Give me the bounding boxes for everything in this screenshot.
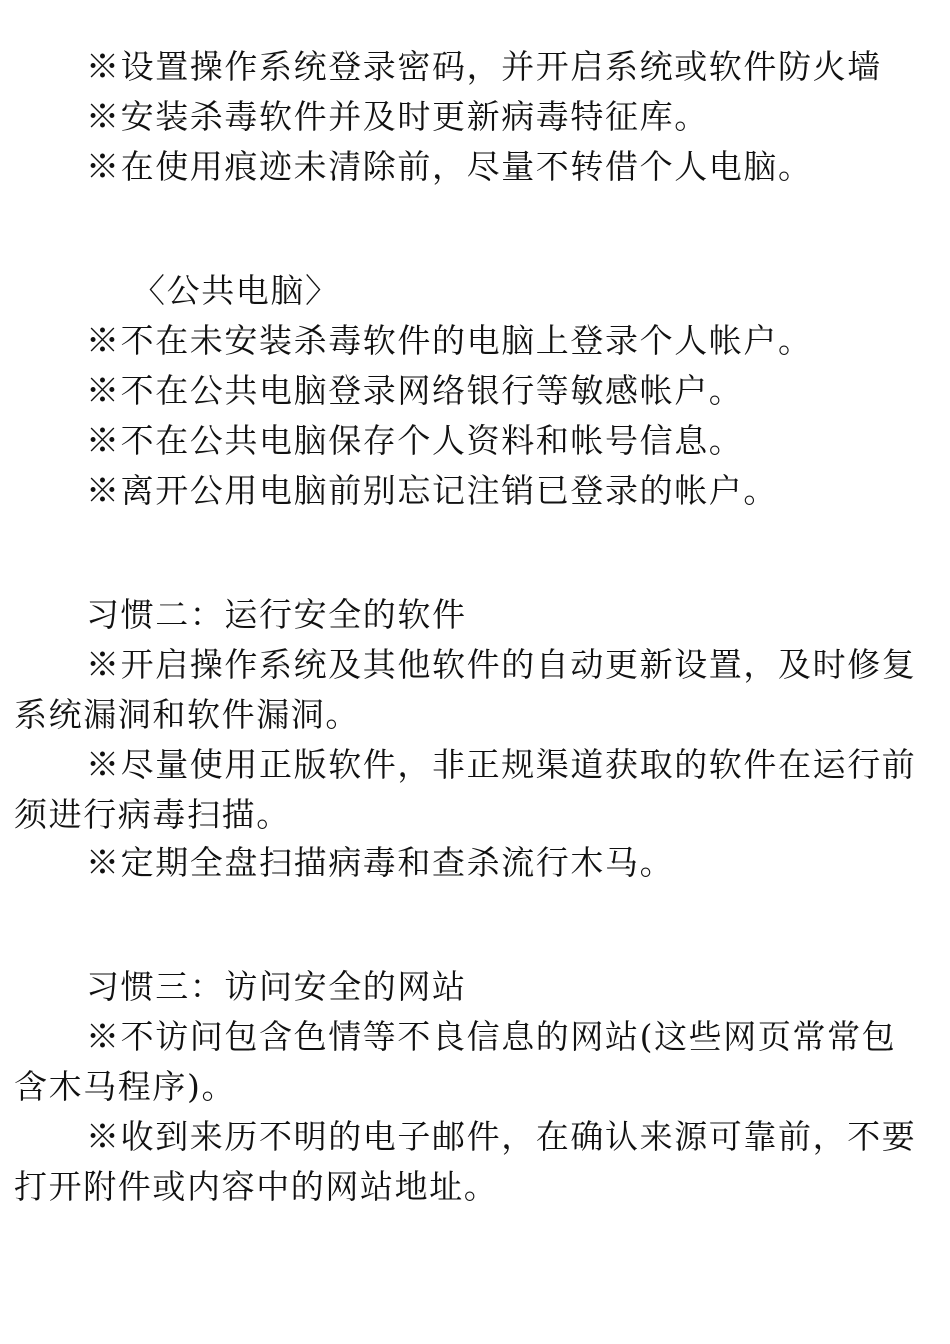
section-heading: 〈公共电脑〉 — [132, 271, 340, 310]
list-item: ※不在公共电脑保存个人资料和帐号信息。 — [86, 421, 744, 460]
list-item: ※不在未安装杀毒软件的电脑上登录个人帐户。 — [86, 321, 813, 360]
list-item: ※收到来历不明的电子邮件，在确认来源可靠前，不要 — [86, 1117, 917, 1156]
list-item: ※设置操作系统登录密码，并开启系统或软件防火墙 — [86, 47, 882, 86]
list-item: ※不在公共电脑登录网络银行等敏感帐户。 — [86, 371, 744, 410]
list-item-continuation: 打开附件或内容中的网站地址。 — [14, 1167, 499, 1206]
list-item-continuation: 含木马程序)。 — [14, 1067, 237, 1106]
list-item: ※不访问包含色情等不良信息的网站(这些网页常常包 — [86, 1017, 897, 1056]
section-heading: 习惯三：访问安全的网站 — [86, 967, 467, 1006]
list-item: ※开启操作系统及其他软件的自动更新设置，及时修复 — [86, 645, 917, 684]
list-item: ※尽量使用正版软件，非正规渠道获取的软件在运行前 — [86, 745, 917, 784]
section-heading: 习惯二：运行安全的软件 — [86, 595, 467, 634]
list-item-continuation: 须进行病毒扫描。 — [14, 795, 291, 834]
list-item: ※在使用痕迹未清除前，尽量不转借个人电脑。 — [86, 147, 813, 186]
list-item: ※定期全盘扫描病毒和查杀流行木马。 — [86, 843, 675, 882]
list-item-continuation: 系统漏洞和软件漏洞。 — [14, 695, 360, 734]
list-item: ※离开公用电脑前别忘记注销已登录的帐户。 — [86, 471, 778, 510]
list-item: ※安装杀毒软件并及时更新病毒特征库。 — [86, 97, 709, 136]
